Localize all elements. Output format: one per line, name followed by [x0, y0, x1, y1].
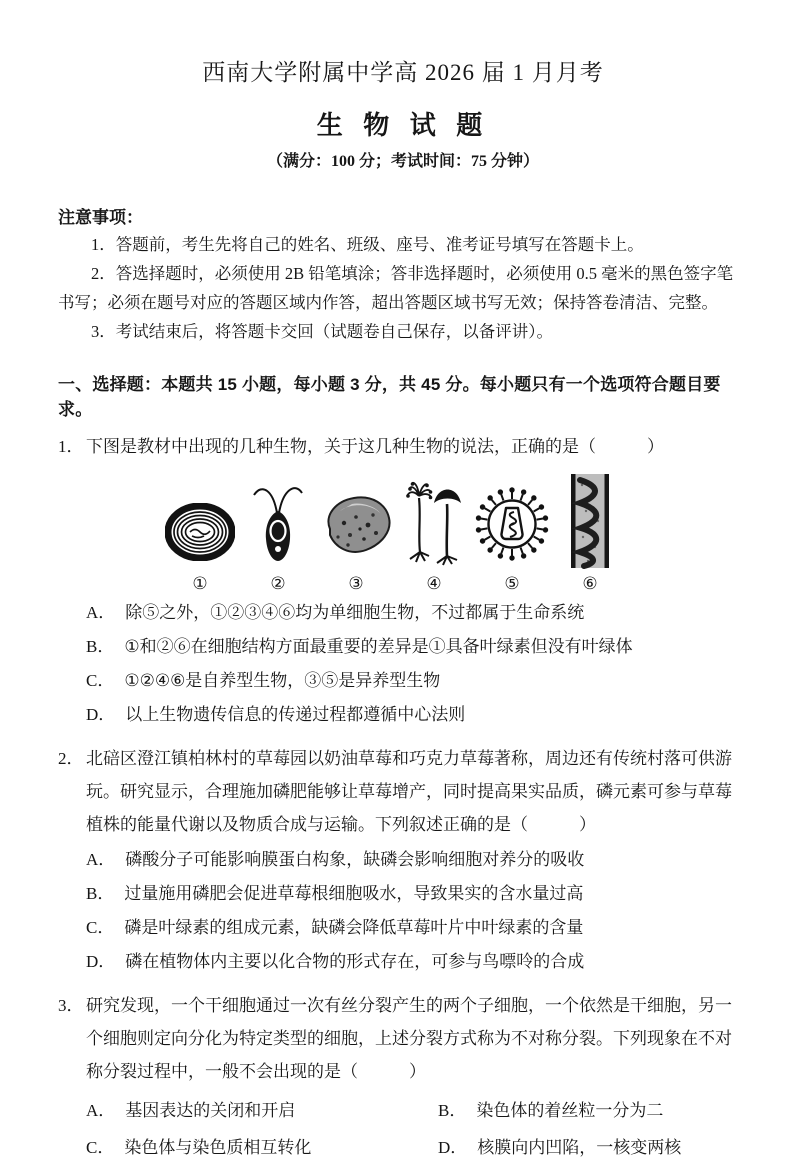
question-2-number: 2．: [58, 749, 84, 768]
option-letter: B．: [86, 884, 115, 903]
option-letter: A．: [86, 603, 116, 622]
amoeba-icon: [318, 491, 394, 559]
question-1-number: 1．: [58, 437, 84, 456]
option-text: 基因表达的关闭和开启: [125, 1101, 296, 1120]
option-text: 磷酸分子可能影响膜蛋白构象，缺磷会影响细胞对养分的吸收: [125, 850, 585, 869]
option-letter: A．: [86, 850, 116, 869]
question-3-option-a: [58, 1092, 410, 1129]
question-3: [58, 989, 748, 1166]
question-1-option-a: [58, 596, 748, 630]
question-3-option-b: [410, 1092, 748, 1129]
figure-label-3: ③: [348, 574, 364, 593]
question-2-options: [58, 843, 748, 979]
option-text: 除⑤之外，①②③④⑥均为单细胞生物，不过都属于生命系统: [125, 603, 585, 622]
spirogyra-cell-icon: [568, 473, 612, 569]
option-text: 磷是叶绿素的组成元素，缺磷会降低草莓叶片中叶绿素的含量: [124, 918, 584, 937]
question-1-text: 下图是教材中出现的几种生物，关于这几种生物的说法，正确的是（ ）: [86, 437, 664, 456]
figure-label-6: ⑥: [582, 574, 598, 593]
colonial-cyanobacteria-icon: [165, 503, 235, 561]
organism-figure-2: [239, 481, 317, 594]
notice-item-3: 3．考试结束后，将答题卡交回（试题卷自己保存，以备评讲）。: [91, 322, 553, 341]
option-letter: A．: [86, 1101, 116, 1120]
chlamydomonas-icon: [249, 481, 307, 565]
option-text: ①和②⑥在细胞结构方面最重要的差异是①具备叶绿素但没有叶绿体: [124, 637, 633, 656]
figure-label-5: ⑤: [504, 574, 520, 593]
organism-figure-4: [395, 476, 473, 594]
option-text: 染色体与染色质相互转化: [124, 1138, 312, 1157]
question-2-stem: [58, 742, 748, 841]
option-text: 磷在植物体内主要以化合物的形式存在，可参与鸟嘌呤的合成: [125, 952, 585, 971]
question-3-stem: [58, 989, 748, 1088]
option-text: 以上生物遗传信息的传递过程都遵循中心法则: [125, 705, 466, 724]
question-1-stem: [58, 430, 748, 463]
notice-item-1: 1．答题前，考生先将自己的姓名、班级、座号、准考证号填写在答题卡上。: [91, 235, 644, 254]
figure-label-1: ①: [192, 574, 208, 593]
option-text: ①②④⑥是自养型生物，③⑤是异养型生物: [124, 671, 441, 690]
figure-label-4: ④: [426, 574, 442, 593]
school-exam-title: 西南大学附属中学高 2026 届 1 月月考: [202, 60, 604, 85]
organism-figure-5: [473, 485, 551, 594]
question-2-option-d: [58, 945, 748, 979]
question-1-option-b: [58, 630, 748, 664]
notice-item-2: 2．答选择题时，必须使用 2B 铅笔填涂；答非选择题时，必须使用 0.5 毫米的黑色签字笔书写；必须在题号对应的答题区域内作答，超出答题区域书写无效；保持答卷清洁、完整。: [58, 264, 734, 312]
figure-label-2: ②: [270, 574, 286, 593]
question-1-option-d: [58, 698, 748, 732]
option-letter: B．: [438, 1101, 467, 1120]
question-2-option-a: [58, 843, 748, 877]
question-1: [58, 430, 748, 732]
option-letter: C．: [86, 671, 115, 690]
question-2-option-c: [58, 911, 748, 945]
organism-figure-3: [317, 491, 395, 594]
organism-figure-1: [161, 503, 239, 594]
option-letter: D．: [438, 1138, 468, 1157]
question-1-option-c: [58, 664, 748, 698]
question-1-figure-strip: [42, 473, 748, 594]
section-one-heading: 一、选择题：本题共 15 小题，每小题 3 分，共 45 分。每小题只有一个选项符合题目要求。: [58, 375, 721, 419]
paper-subject-title: 生 物 试 题: [316, 111, 490, 140]
option-text: 核膜向内凹陷，一核变两核: [477, 1138, 682, 1157]
option-letter: D．: [86, 952, 116, 971]
question-3-options: [58, 1092, 748, 1166]
question-3-option-d: [410, 1129, 748, 1166]
option-text: 染色体的着丝粒一分为二: [476, 1101, 664, 1120]
question-3-number: 3．: [58, 996, 84, 1015]
mold-fungi-icon: [405, 476, 463, 566]
option-letter: B．: [86, 637, 115, 656]
question-2-text: 北碚区澄江镇柏林村的草莓园以奶油草莓和巧克力草莓著称，周边还有传统村落可供游玩。研究显示，合理施加磷肥能够让草莓增产，同时提高果实品质，磷元素可参与草莓植株的能量代谢以及物质合成与运输。下列叙述正确的是（ ）: [86, 749, 732, 834]
virus-icon: [473, 485, 551, 563]
question-2: [58, 742, 748, 979]
option-letter: D．: [86, 705, 116, 724]
question-3-text: 研究发现，一个干细胞通过一次有丝分裂产生的两个子细胞，一个依然是干细胞，另一个细胞则定向分化为特定类型的细胞，上述分裂方式称为不对称分裂。下列现象在不对称分裂过程中，一般不会出现的是（ ）: [86, 996, 732, 1081]
question-2-option-b: [58, 877, 748, 911]
option-letter: C．: [86, 1138, 115, 1157]
option-letter: C．: [86, 918, 115, 937]
notice-heading: 注意事项：: [58, 208, 143, 227]
notice-section: [58, 203, 748, 346]
question-3-option-c: [58, 1129, 410, 1166]
question-1-options: [58, 596, 748, 732]
organism-figure-6: [551, 473, 629, 594]
option-text: 过量施用磷肥会促进草莓根细胞吸水，导致果实的含水量过高: [124, 884, 584, 903]
exam-meta-line: （满分：100 分；考试时间：75 分钟）: [266, 153, 539, 170]
